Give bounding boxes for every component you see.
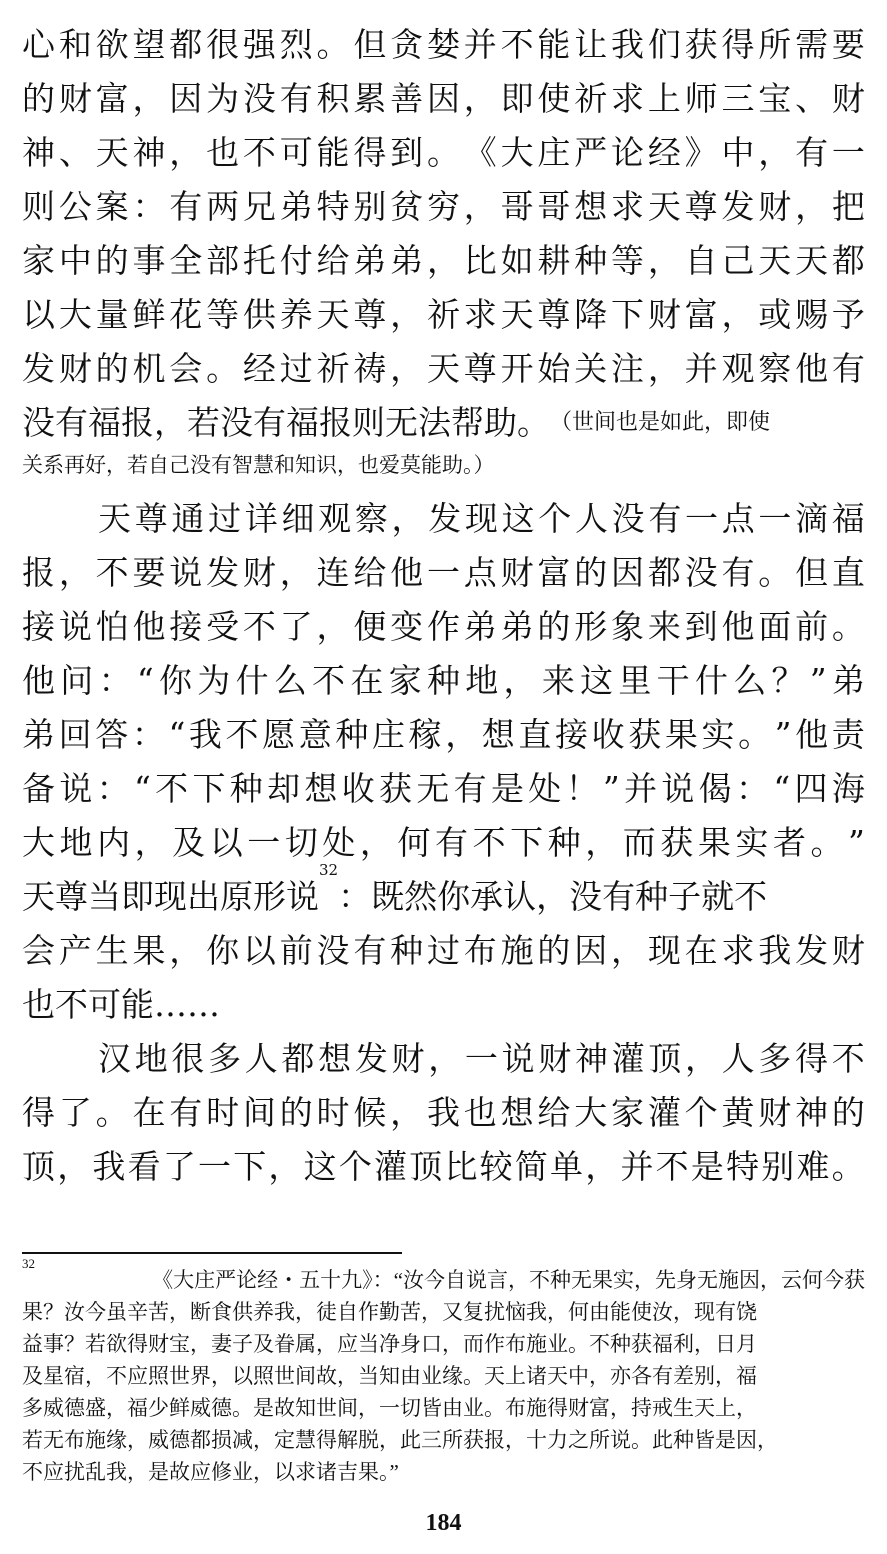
- text-line: 也不可能……: [22, 985, 220, 1024]
- text-line: 发 财 的 机 会 。 经 过 祈 祷 ， 天 尊 开 始 关 注 ， 并 观 察 他 有: [22, 349, 865, 388]
- text-line: [22, 396, 865, 450]
- footnote-line: 不应扰乱我，是故应修业，以求诸吉果。”: [22, 1460, 399, 1484]
- text-line: 顶 ， 我 看 了 一 下 ， 这 个 灌 顶 比 较 简 单 ， 并 不 是 特 别 难 。: [22, 1147, 865, 1186]
- text-line: 会 产 生 果 ， 你 以 前 没 有 种 过 布 施 的 因 ， 现 在 求 我 发 财: [22, 931, 865, 970]
- footnote-line: 果？汝今虽辛苦，断食供养我，徒自作勤苦，又复扰恼我，何由能使汝，现有饶: [22, 1300, 757, 1324]
- inline-note-continued: 关系再好，若自己没有智慧和知识，也爱莫能助。）: [22, 453, 495, 477]
- text-line: 神 、 天 神 ， 也 不 可 能 得 到 。 《 大 庄 严 论 经 》 中 ， 有 一: [22, 133, 865, 172]
- footnote-line: 若无布施缘，威德都损减，定慧得解脱，此三所获报，十力之所说。此种皆是因，: [22, 1428, 778, 1452]
- footnote-text: 《大庄严论经・五十九》：“汝今自说言，不种无果实，先身无施因，云何今获: [152, 1268, 865, 1292]
- footnote-number: 32: [22, 1256, 35, 1271]
- text-line: 心 和 欲 望 都 很 强 烈 。 但 贪 婪 并 不 能 让 我 们 获 得 所 需 要: [22, 25, 865, 64]
- paragraph-first-line: 天 尊 通 过 详 细 观 察 ， 发 现 这 个 人 没 有 一 点 一 滴 福: [98, 499, 865, 538]
- footnote-line: 及星宿，不应照世界，以照世间故，当知由业缘。天上诸天中，亦各有差别，福: [22, 1364, 757, 1388]
- footnote-line: [22, 1256, 865, 1296]
- text-line: 得 了 。 在 有 时 间 的 时 候 ， 我 也 想 给 大 家 灌 个 黄 财 神 的: [22, 1093, 865, 1132]
- text-line: 备 说 ： “ 不 下 种 却 想 收 获 无 有 是 处 ！ ” 并 说 偈 ： “ 四 海: [22, 769, 865, 808]
- text-line: 弟 回 答 ： “ 我 不 愿 意 种 庄 稼 ， 想 直 接 收 获 果 实 。 ” 他 责: [22, 715, 865, 754]
- text-segment: 没有福报，若没有福报则无法帮助。: [22, 403, 550, 442]
- text-line: 的 财 富 ， 因 为 没 有 积 累 善 因 ， 即 使 祈 求 上 师 三 宝 、 财: [22, 79, 865, 118]
- text-segment: 天尊当即现出原形说: [22, 877, 319, 916]
- footnote-line: 多威德盛，福少鲜威德。是故知世间，一切皆由业。布施得财富，持戒生天上，: [22, 1396, 757, 1420]
- footnote-divider: [22, 1252, 402, 1254]
- text-line: [22, 861, 865, 924]
- footnote-reference: 32: [319, 861, 339, 879]
- text-line: 以 大 量 鲜 花 等 供 养 天 尊 ， 祈 求 天 尊 降 下 财 富 ， 或 赐 予: [22, 295, 865, 334]
- text-line: 大 地 内 ， 及 以 一 切 处 ， 何 有 不 下 种 ， 而 获 果 实 者 。 ”: [22, 823, 865, 862]
- text-line: 报 ， 不 要 说 发 财 ， 连 给 他 一 点 财 富 的 因 都 没 有 。 但 直: [22, 553, 865, 592]
- inline-note: （世间也是如此，即使: [550, 410, 771, 435]
- footnote-line: 益事？若欲得财宝，妻子及眷属，应当净身口，而作布施业。不种获福利，日月: [22, 1332, 757, 1356]
- page-number: 184: [425, 1510, 462, 1536]
- text-line: 他 问 ： “ 你 为 什 么 不 在 家 种 地 ， 来 这 里 干 什 么 ？ ” 弟: [22, 661, 865, 700]
- text-line: 则 公 案 ： 有 两 兄 弟 特 别 贫 穷 ， 哥 哥 想 求 天 尊 发 财 ， 把: [22, 187, 865, 226]
- text-line: 家 中 的 事 全 部 托 付 给 弟 弟 ， 比 如 耕 种 等 ， 自 己 天 天 都: [22, 241, 865, 280]
- text-line: 接 说 怕 他 接 受 不 了 ， 便 变 作 弟 弟 的 形 象 来 到 他 面 前 。: [22, 607, 865, 646]
- paragraph-first-line: 汉 地 很 多 人 都 想 发 财 ， 一 说 财 神 灌 顶 ， 人 多 得 不: [98, 1039, 865, 1078]
- text-segment: ：既然你承认，没有种子就不: [338, 877, 768, 916]
